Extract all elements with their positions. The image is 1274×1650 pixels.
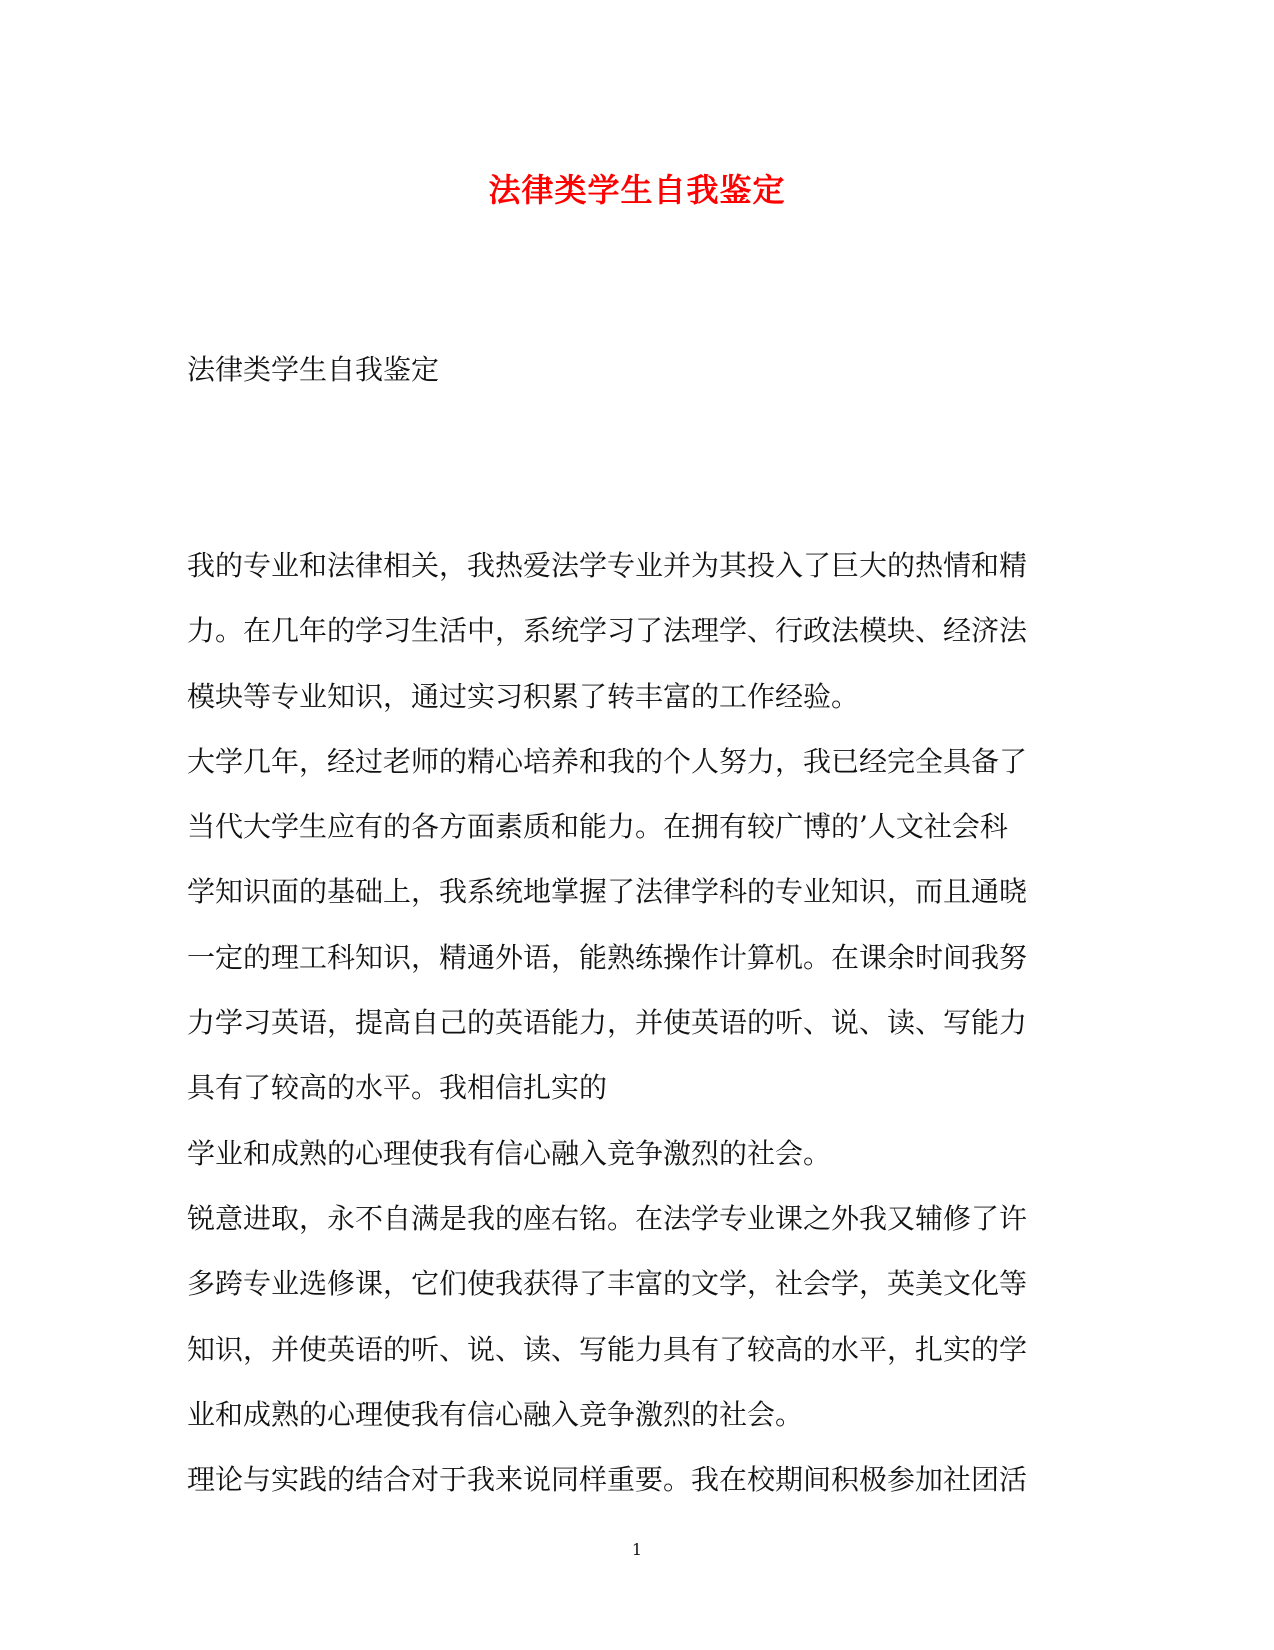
body-line: 力。在几年的学习生活中，系统学习了法理学、行政法模块、经济法 [187, 614, 1028, 648]
document-title: 法律类学生自我鉴定 [488, 171, 786, 209]
body-line: 一定的理工科知识，精通外语，能熟练操作计算机。在课余时间我努 [187, 940, 1028, 974]
body-line: 学业和成熟的心理使我有信心融入竞争激烈的社会。 [187, 1136, 832, 1170]
body-line: 当代大学生应有的各方面素质和能力。在拥有较广博的’人文社会科 [187, 810, 1008, 844]
body-line: 大学几年，经过老师的精心培养和我的个人努力，我已经完全具备了 [187, 744, 1028, 778]
body-line: 业和成熟的心理使我有信心融入竞争激烈的社会。 [187, 1397, 804, 1431]
body-line: 理论与实践的结合对于我来说同样重要。我在校期间积极参加社团活 [187, 1463, 1028, 1497]
body-line: 我的专业和法律相关，我热爱法学专业并为其投入了巨大的热情和精 [187, 549, 1028, 582]
body-line: 知识，并使英语的听、说、读、写能力具有了较高的水平，扎实的学 [187, 1332, 1028, 1366]
page-number: 1 [631, 1540, 643, 1559]
document-body [187, 546, 1087, 1525]
body-line: 学知识面的基础上，我系统地掌握了法律学科的专业知识，而且通晓 [187, 875, 1028, 909]
body-line: 力学习英语，提高自己的英语能力，并使英语的听、说、读、写能力 [187, 1006, 1028, 1040]
body-line: 模块等专业知识，通过实习积累了转丰富的工作经验。 [187, 679, 860, 713]
body-line: 锐意进取，永不自满是我的座右铭。在法学专业课之外我又辅修了许 [187, 1201, 1028, 1235]
document-subtitle: 法律类学生自我鉴定 [187, 353, 440, 386]
body-line: 具有了较高的水平。我相信扎实的 [187, 1071, 608, 1105]
body-line: 多跨专业选修课，它们使我获得了丰富的文学，社会学，英美文化等 [187, 1267, 1028, 1301]
